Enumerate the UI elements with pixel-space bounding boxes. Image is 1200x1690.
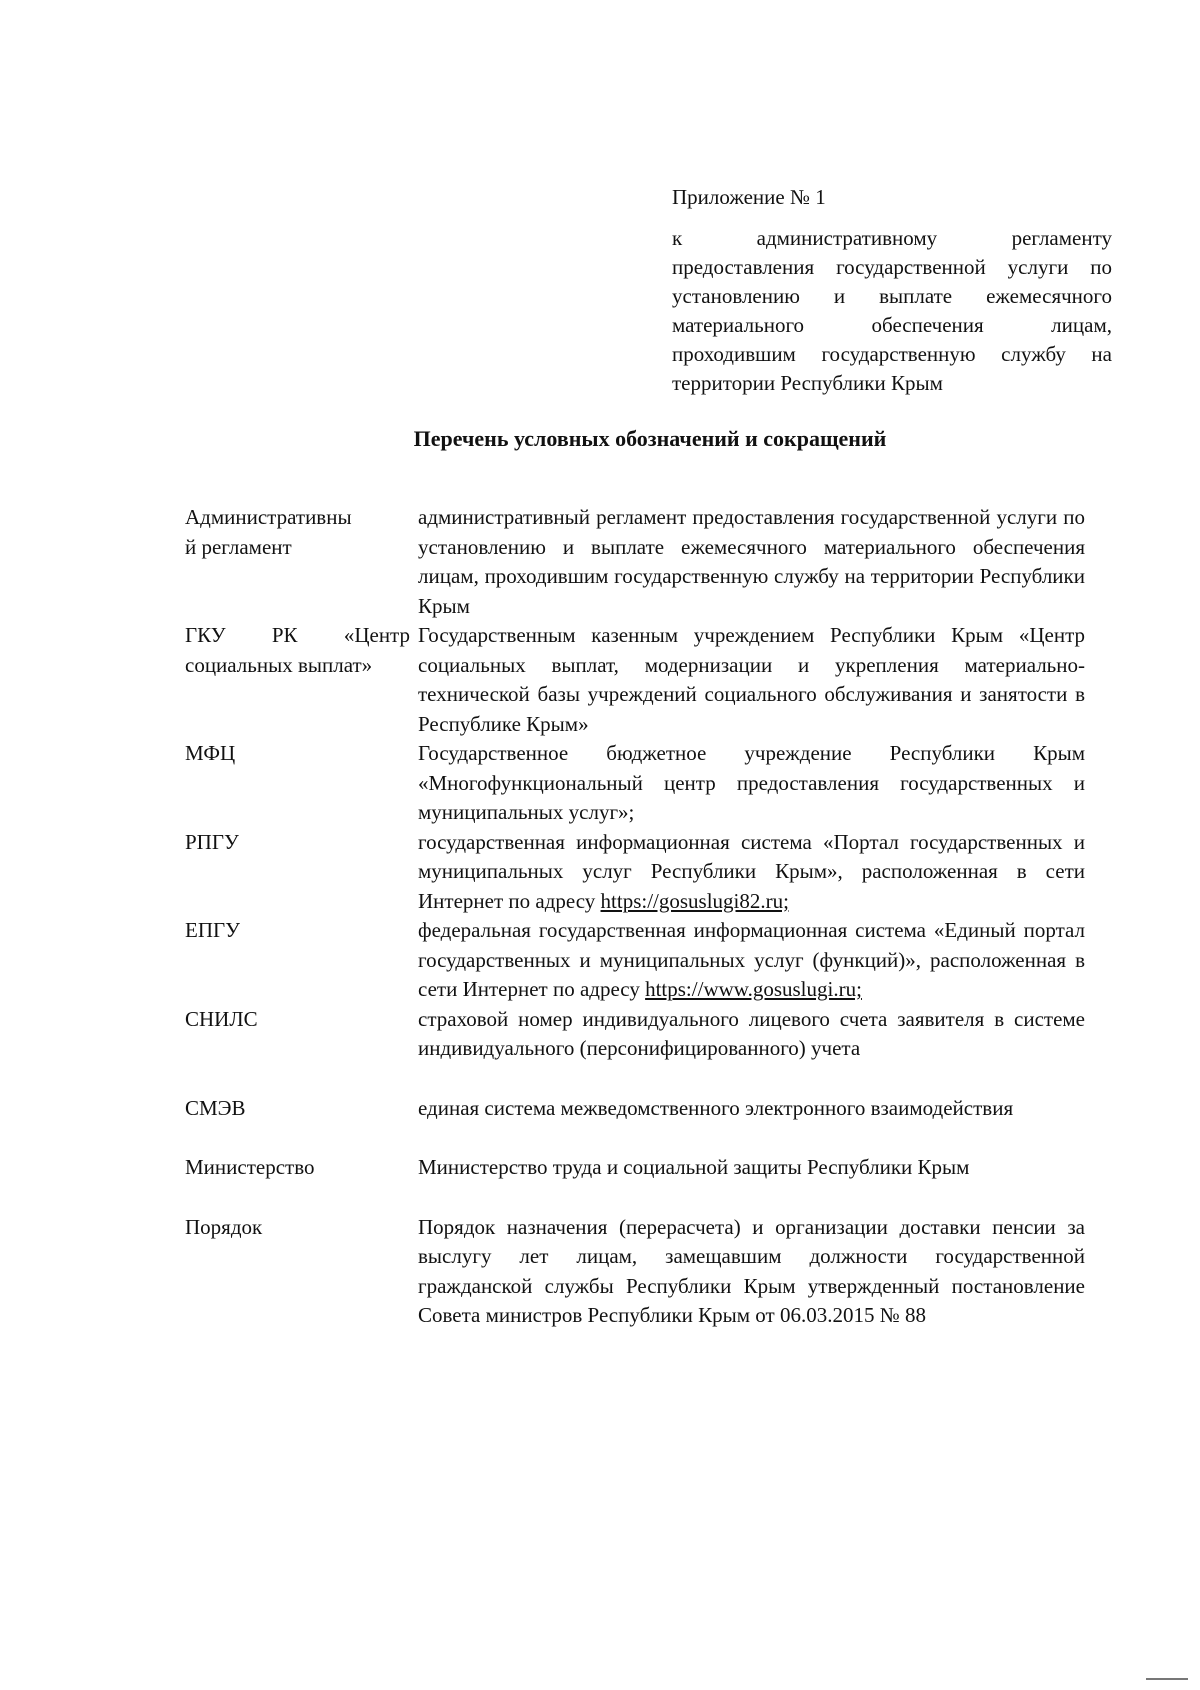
scan-corner-mark	[1146, 1678, 1188, 1680]
definition-cell: Государственное бюджетное учреждение Республики Крым «Многофункциональный центр предоставления государственных и муниципальных услуг»;	[418, 741, 1085, 824]
table-row	[185, 739, 1085, 828]
table-row	[185, 621, 1085, 739]
definition-cell: страховой номер индивидуального лицевого счета заявителя в системе индивидуального (персонифицированного) учета	[418, 1006, 1085, 1060]
appendix-text: к административному регламенту предоставления государственной услуги по установлению и выплате ежемесячного материального обеспечения лицам, проходившим государственную службу на территории Республики Крым	[672, 226, 1112, 395]
table-row	[185, 916, 1085, 1005]
term-cell: СМЭВ	[185, 1095, 246, 1120]
table-row	[185, 1153, 1085, 1213]
term-cell: ГКУ РК «Центр социальных выплат»	[185, 623, 410, 677]
table-row	[185, 1094, 1085, 1154]
term-cell: МФЦ	[185, 741, 236, 765]
definition-cell: административный регламент предоставления государственной услуги по установлению и выплате ежемесячного материального обеспечения лицам, проходившим государственную службу на территории Республики Крым	[418, 505, 1085, 618]
table-row	[185, 1005, 1085, 1094]
definition-cell: Государственным казенным учреждением Республики Крым «Центр социальных выплат, модернизации и укрепления материально-технической базы учреждений социального обслуживания и занятости в Республике Крым»	[418, 623, 1085, 736]
term-cell: Порядок	[185, 1214, 263, 1239]
appendix-block	[672, 183, 1112, 398]
abbreviations-table	[185, 503, 1085, 1331]
term-cell: СНИЛС	[185, 1006, 258, 1031]
epgu-link[interactable]: https://www.gosuslugi.ru;	[645, 977, 862, 1001]
appendix-title: Приложение № 1	[672, 185, 826, 209]
table-row	[185, 503, 1085, 621]
term-cell: ЕПГУ	[185, 918, 241, 942]
definition-text: федеральная государственная информационная система «Единый портал государственных и муниципальных услуг (функций)», расположенная в сети Интернет по адресу	[418, 918, 1085, 1001]
term-cell: РПГУ	[185, 829, 239, 854]
document-title: Перечень условных обозначений и сокращений	[413, 426, 887, 451]
table-row	[185, 1213, 1085, 1331]
rpgu-link[interactable]: https://gosuslugi82.ru;	[600, 888, 789, 913]
definition-text: государственная информационная система «Портал государственных и муниципальных услуг Республики Крым», расположенная в сети Интернет по адресу	[418, 829, 1085, 913]
term-cell: Министерство	[185, 1155, 315, 1179]
definition-cell	[418, 828, 1085, 917]
definition-cell	[418, 916, 1085, 1005]
term-cell: Административны й регламент	[185, 505, 352, 559]
definition-cell: Министерство труда и социальной защиты Республики Крым	[418, 1155, 970, 1179]
definition-cell: единая система межведомственного электронного взаимодействия	[418, 1095, 1014, 1120]
table-row	[185, 828, 1085, 917]
definition-cell: Порядок назначения (перерасчета) и организации доставки пенсии за выслугу лет лицам, замещавшим должности государственной гражданской службы Республики Крым утвержденный постановление Совета министров Республики Крым от 06.03.2015 № 88	[418, 1214, 1085, 1327]
